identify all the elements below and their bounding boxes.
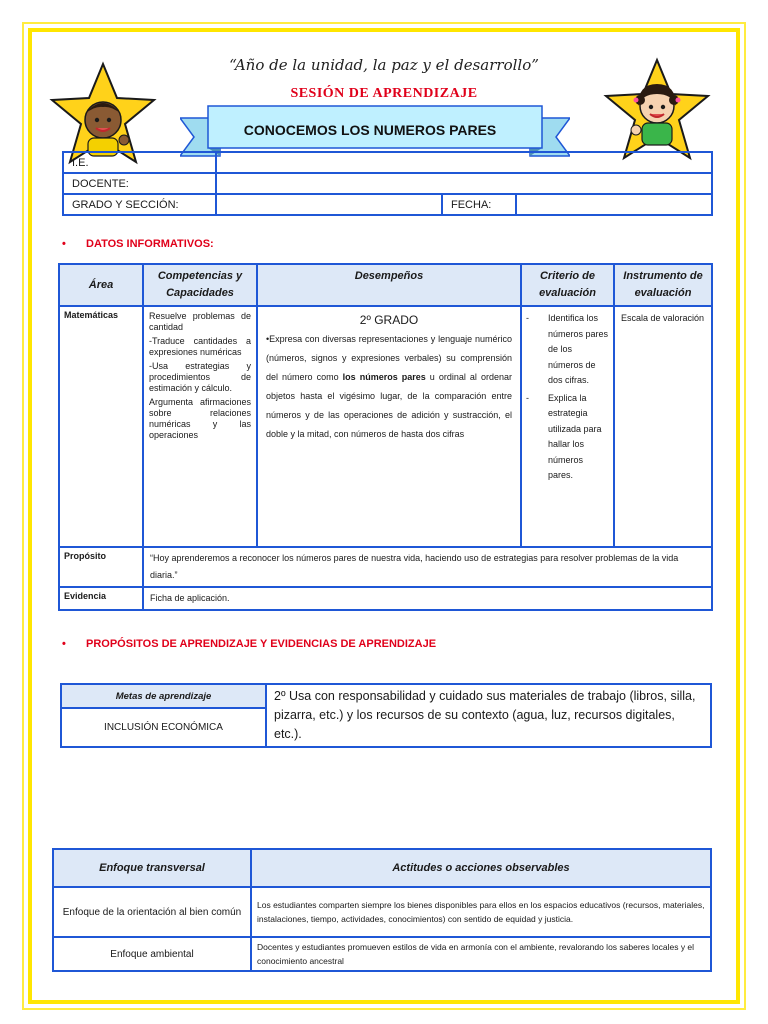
enfoque-desc: Docentes y estudiantes promueven estilos de vida en armonía con el ambiente, revalorando los saberes locales y el conocimiento ancestral (251, 937, 711, 971)
table-row (53, 937, 711, 971)
motto-text: “Año de la unidad, la paz y el desarrollo” (229, 56, 539, 74)
enfoque-desc: Los estudiantes comparten siempre los bienes disponibles para ellos en los espacios educativos (recursos, materiales, instalaciones, tiempo, actividades, conocimientos) con sentido de equidad y justicia. (251, 887, 711, 937)
performance-text-end: u ordinal al ordenar objetos hasta el vigésimo lugar, de la comparación entre números y de las operaciones de adición y sustracción, el doble y la mitad, con números de hasta dos cifras (266, 372, 512, 439)
bullet-icon: • (62, 238, 66, 250)
enfoque-header-left: Enfoque transversal (53, 849, 251, 887)
purpose-text: “Hoy aprenderemos a reconocer los números pares de nuestra vida, haciendo uso de estrategias para resolver problemas de la vida diaria.” (143, 547, 712, 587)
ie-label: I.E. (63, 152, 216, 173)
enfoque-table (52, 848, 712, 972)
header-performance: Desempeños (257, 264, 521, 306)
ie-value-field[interactable] (216, 152, 712, 173)
header-competencies: Competencias y Capacidades (143, 264, 257, 306)
metas-text: 2º Usa con responsabilidad y cuidado sus materiales de trabajo (libros, silla, pizarra, etc.) y los recursos de su contexto (agua, luz, recursos digitales, etc.). (266, 684, 711, 747)
competency-item: Argumenta afirmaciones sobre relaciones numéricas y las operaciones (149, 397, 251, 440)
performance-text (266, 330, 512, 444)
grade-section-value-field[interactable] (216, 194, 442, 215)
metas-header: Metas de aprendizaje (61, 684, 266, 708)
performance-highlight: los números pares (342, 372, 426, 382)
table-row (53, 887, 711, 937)
header-area: Área (59, 264, 143, 306)
enfoque-name: Enfoque ambiental (53, 937, 251, 971)
date-label: FECHA: (442, 194, 516, 215)
instrument-value: Escala de valoración (614, 306, 712, 547)
info-table (62, 151, 713, 216)
section-datos-heading (62, 238, 214, 250)
evidence-label: Evidencia (59, 587, 143, 610)
bullet-icon: • (62, 638, 66, 650)
criterion-item: - Explica la estrategia utilizada para hallar los números pares. (524, 391, 609, 484)
metas-table (60, 683, 712, 748)
section-propositos-title: PROPÓSITOS DE APRENDIZAJE Y EVIDENCIAS DE APRENDIZAJE (86, 638, 437, 650)
header-instrument: Instrumento de evaluación (614, 264, 712, 306)
section-propositos-heading (62, 638, 436, 650)
enfoque-name: Enfoque de la orientación al bien común (53, 887, 251, 937)
enfoque-header-right: Actitudes o acciones observables (251, 849, 711, 887)
star-child-right-icon (602, 56, 712, 166)
competency-item: -Usa estrategias y procedimientos de estimación y cálculo. (149, 361, 251, 393)
grade-section-label: GRADO Y SECCIÓN: (63, 194, 216, 215)
main-table (58, 263, 713, 611)
session-title: SESIÓN DE APRENDIZAJE (290, 86, 478, 101)
purpose-label: Propósito (59, 547, 143, 587)
grade-label: 2º GRADO (359, 313, 419, 327)
date-value-field[interactable] (516, 194, 712, 215)
banner-title: CONOCEMOS LOS NUMEROS PARES (243, 122, 497, 138)
competencies-cell (143, 306, 257, 547)
performance-cell (257, 306, 521, 547)
teacher-value-field[interactable] (216, 173, 712, 194)
metas-value: INCLUSIÓN ECONÓMICA (61, 708, 266, 747)
performance-text-start: •Expresa con diversas representaciones y lenguaje numérico (números, signos y expresiones verbales) su comprensión del número como (266, 334, 512, 382)
competency-item: -Traduce cantidades a expresiones numéricas (149, 336, 251, 357)
criterion-item: - Identifica los números pares de los números de dos cifras. (524, 311, 609, 389)
section-datos-title: DATOS INFORMATIVOS: (86, 238, 214, 250)
criteria-cell (521, 306, 614, 547)
evidence-text: Ficha de aplicación. (143, 587, 712, 610)
teacher-label: DOCENTE: (63, 173, 216, 194)
area-value: Matemáticas (59, 306, 143, 547)
competency-item: Resuelve problemas de cantidad (149, 311, 251, 332)
header-criteria: Criterio de evaluación (521, 264, 614, 306)
